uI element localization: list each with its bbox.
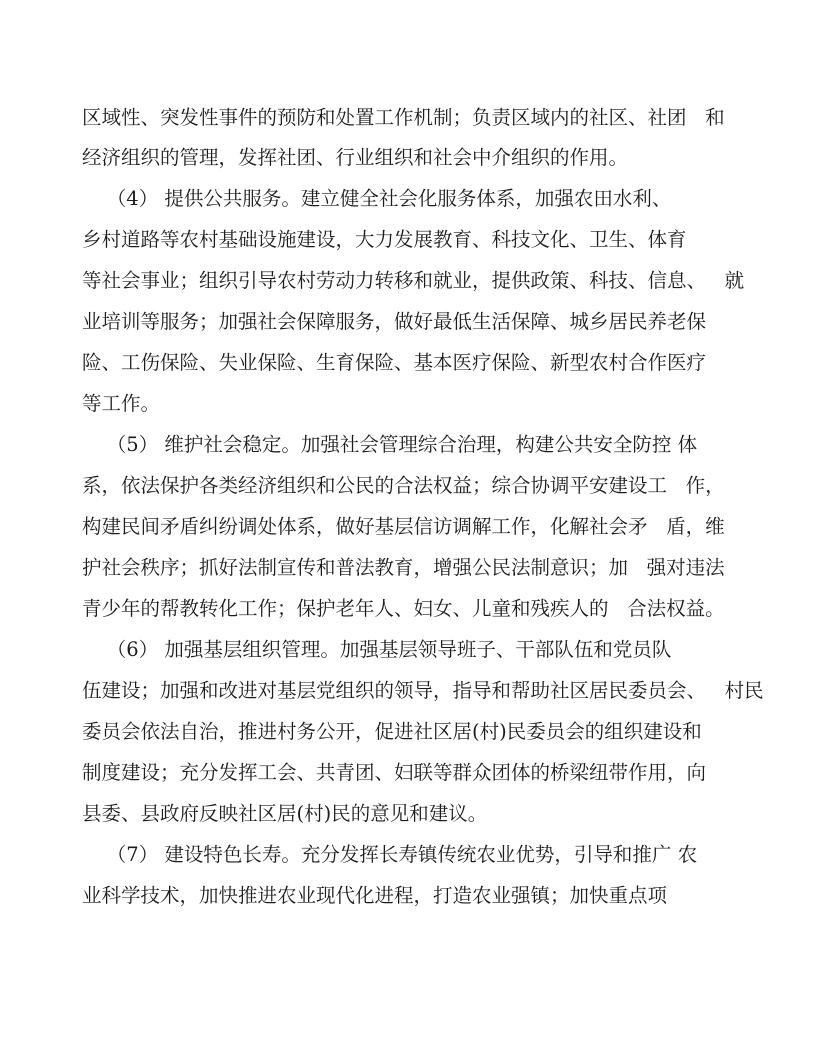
text-line: （5） 维护社会稳定。加强社会管理综合治理，构建公共安全防控 体: [82, 433, 698, 456]
text-line: （7） 建设特色长寿。充分发挥长寿镇传统农业优势，引导和推广 农: [82, 843, 698, 866]
text-line: （6） 加强基层组织管理。加强基层领导班子、干部队伍和党员队: [82, 638, 672, 661]
text-line: 险、工伤保险、失业保险、生育保险、基本医疗保险、新型农村合作医疗: [82, 351, 707, 374]
text-line: 县委、县政府反映社区居(村)民的意见和建议。: [82, 802, 488, 825]
text-line: 护社会秩序；抓好法制宣传和普法教育，增强公民法制意识；加 强对违法: [82, 556, 725, 579]
text-line: 等工作。: [82, 392, 161, 415]
text-line: 伍建设；加强和改进对基层党组织的领导，指导和帮助社区居民委员会、 村民: [82, 679, 764, 702]
text-line: 系，依法保护各类经济组织和公民的合法权益；综合协调平安建设工 作，: [82, 474, 725, 497]
text-line: 乡村道路等农村基础设施建设，大力发展教育、科技文化、卫生、体育: [82, 228, 687, 251]
text-line: 构建民间矛盾纠纷调处体系，做好基层信访调解工作，化解社会矛 盾，维: [82, 515, 725, 538]
text-line: 业科学技术，加快推进农业现代化进程，打造农业强镇；加快重点项: [82, 884, 668, 907]
text-line: 青少年的帮教转化工作；保护老年人、妇女、儿童和残疾人的 合法权益。: [82, 597, 725, 620]
text-line: 等社会事业；组织引导农村劳动力转移和就业，提供政策、科技、信息、 就: [82, 269, 745, 292]
text-line: 经济组织的管理，发挥社团、行业组织和社会中介组织的作用。: [82, 146, 629, 169]
text-line: 委员会依法自治，推进村务公开，促进社区居(村)民委员会的组织建设和: [82, 720, 702, 743]
text-line: 制度建设；充分发挥工会、共青团、妇联等群众团体的桥梁纽带作用，向: [82, 761, 707, 784]
text-line: 区域性、突发性事件的预防和处置工作机制；负责区域内的社区、社团 和: [82, 106, 725, 129]
text-line: 业培训等服务；加强社会保障服务，做好最低生活保障、城乡居民养老保: [82, 310, 707, 333]
text-line: （4） 提供公共服务。建立健全社会化服务体系，加强农田水利、: [82, 187, 672, 210]
